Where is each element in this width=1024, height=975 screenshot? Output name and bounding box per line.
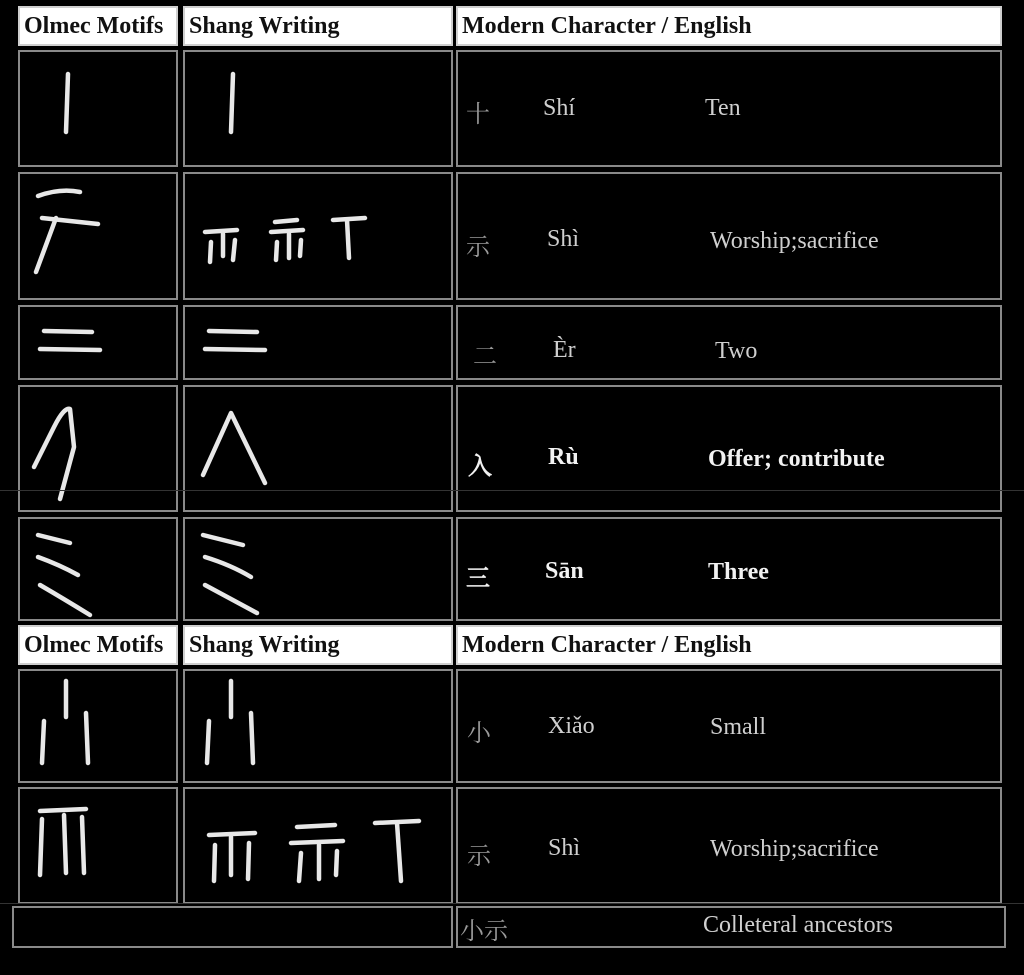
olmec-motif-small [20, 671, 180, 785]
header-olmec-motifs [18, 6, 178, 46]
footer-english: Colleteral ancestors [703, 912, 893, 938]
shang-cell-offer [183, 385, 453, 512]
shang-glyph-two [185, 307, 455, 382]
header-modern-character-repeat [456, 625, 1002, 665]
header-olmec-label: Olmec Motifs [24, 13, 164, 39]
modern-char: 入 [468, 452, 492, 480]
header-shang-label: Shang Writing [189, 13, 340, 39]
shang-glyph-small [185, 671, 455, 785]
shang-cell-ten [183, 50, 453, 167]
footer-left-cell [12, 906, 453, 948]
olmec-motif-worship [20, 174, 180, 302]
header-shang-writing [183, 6, 453, 46]
pinyin: Èr [553, 337, 576, 363]
olmec-cell-ten [18, 50, 178, 167]
english-meaning: Three [708, 559, 769, 585]
modern-char: 二 [473, 342, 497, 370]
olmec-motif-two [20, 307, 180, 382]
pinyin: Sān [545, 558, 584, 584]
shang-glyph-offer [185, 387, 455, 514]
header-shang-label: Shang Writing [189, 632, 340, 658]
pinyin: Shí [543, 95, 576, 121]
olmec-cell-two [18, 305, 178, 380]
olmec-motif-worship-2 [20, 789, 180, 906]
english-meaning: Worship;sacrifice [710, 836, 879, 862]
olmec-motif-three [20, 519, 180, 623]
shang-glyph-worship-2 [185, 789, 455, 906]
header-modern-label: Modern Character / English [462, 13, 752, 39]
shang-cell-small [183, 669, 453, 783]
shang-glyph-worship [185, 174, 455, 302]
modern-char: 三 [466, 564, 490, 592]
english-meaning: Worship;sacrifice [710, 228, 879, 254]
header-olmec-motifs-repeat [18, 625, 178, 665]
olmec-motif-offer [20, 387, 180, 514]
shang-cell-two [183, 305, 453, 380]
modern-char: 小 [467, 719, 491, 747]
modern-char: 十 [466, 100, 490, 128]
english-meaning: Small [710, 714, 767, 740]
modern-char: 示 [467, 842, 491, 870]
divider [0, 490, 1024, 491]
olmec-cell-offer [18, 385, 178, 512]
olmec-cell-worship-2 [18, 787, 178, 904]
olmec-cell-three [18, 517, 178, 621]
header-modern-label: Modern Character / English [462, 632, 752, 658]
divider [0, 903, 1024, 904]
pinyin: Shì [548, 835, 581, 861]
header-shang-writing-repeat [183, 625, 453, 665]
modern-char: 示 [466, 233, 490, 261]
footer-chars: 小示 [460, 917, 508, 945]
olmec-cell-worship [18, 172, 178, 300]
english-meaning: Offer; contribute [708, 446, 885, 472]
shang-cell-worship [183, 172, 453, 300]
pinyin: Xiǎo [548, 713, 595, 739]
header-olmec-label: Olmec Motifs [24, 632, 164, 658]
olmec-cell-small [18, 669, 178, 783]
pinyin: Rù [548, 444, 579, 470]
english-meaning: Two [715, 338, 758, 364]
shang-glyph-ten [185, 52, 455, 169]
shang-cell-worship-2 [183, 787, 453, 904]
header-modern-character [456, 6, 1002, 46]
english-meaning: Ten [705, 95, 741, 121]
olmec-motif-ten [20, 52, 180, 169]
shang-cell-three [183, 517, 453, 621]
shang-glyph-three [185, 519, 455, 623]
pinyin: Shì [547, 226, 580, 252]
